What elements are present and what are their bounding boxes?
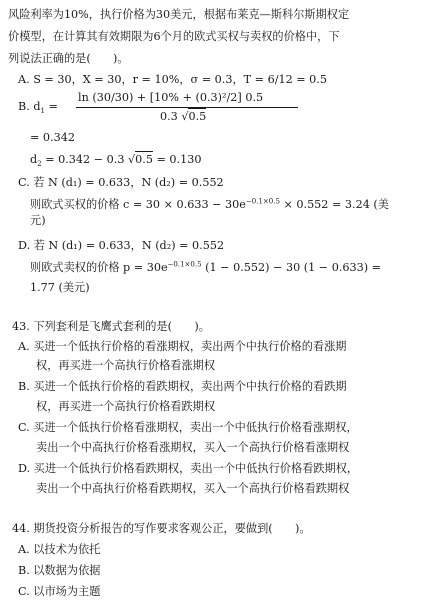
q42-option-d-line-1: D. 若 N (d₁) = 0.633，N (d₂) = 0.552 (18, 239, 225, 252)
q42-option-b-result: = 0.342 (30, 131, 75, 144)
q43-option-d-line-2: 卖出一个中高执行价格看跌期权，买入一个高执行价格看跌期权 (36, 482, 350, 495)
q42-option-a: A. S = 30，X = 30，r = 10%，σ = 0.3，T = 6/12 = 0.5 (18, 73, 327, 86)
q42-option-c-line-3: 元) (30, 214, 46, 227)
q42-option-b-denominator: 0.3 √0.5 (160, 110, 207, 123)
q44-stem: 44. 期货投资分析报告的写作要求客观公正，要做到( )。 (12, 522, 311, 535)
q42-option-d-line-2: 则欧式卖权的价格 $p = 30e^{-0.1\times 0.5}$ (1 − 0.552) − 30 (1 − 0.633) = (30, 260, 382, 274)
q42-option-b-d2: $d_2 = 0.342 - 0.3$ √0.5 = 0.130 (30, 153, 202, 169)
q43-option-c-line-2: 卖出一个中高执行价格看涨期权，买入一个高执行价格看涨期权 (36, 441, 350, 454)
q42-stem-line-1: 风险利率为10%，执行价格为30美元，根据布莱克—斯科尔斯期权定 (8, 8, 350, 21)
q42-option-c-line-2: 则欧式买权的价格 $c = 30 \times 0.633 - 30e^{-0.1\times 0.5} \times 0.552 = 3.24$ (美 (30, 197, 389, 211)
q43-option-d-line-1: D. 买进一个低执行价格看跌期权，卖出一个中低执行价格看跌期权， (18, 462, 359, 475)
fraction-bar (76, 107, 298, 108)
q42-option-c-line-1: C. 若 N (d₁) = 0.633，N (d₂) = 0.552 (18, 176, 224, 189)
q42-option-d-line-3: 1.77 (美元) (30, 281, 90, 294)
q42-stem-line-3: 列说法正确的是( )。 (8, 52, 129, 65)
q43-option-c-line-1: C. 买进一个低执行价格看涨期权，卖出一个中低执行价格看涨期权， (18, 421, 358, 434)
q44-option-c: C. 以市场为主题 (18, 585, 101, 598)
q44-option-a: A. 以技术为依托 (18, 543, 101, 556)
q44-option-b: B. 以数据为依据 (18, 564, 101, 577)
q43-option-a-line-1: A. 买进一个低执行价格的看涨期权，卖出两个中执行价格的看涨期 (18, 340, 347, 353)
q43-option-b-line-1: B. 买进一个低执行价格的看跌期权，卖出两个中执行价格的看跌期 (18, 380, 347, 393)
q43-option-b-line-2: 权，再买进一个高执行价格看跌期权 (36, 400, 216, 413)
q43-stem: 43. 下列套利是飞鹰式套利的是( )。 (12, 320, 210, 333)
q42-stem-line-2: 价模型，在计算其有效期限为6个月的欧式买权与卖权的价格中，下 (8, 30, 340, 43)
q42-option-b-numerator: ln (30/30) + [10% + (0.3)²/2] 0.5 (78, 91, 264, 104)
q42-option-b-label: B. $d_1$ = (18, 100, 58, 116)
q43-option-a-line-2: 权，再买进一个高执行价格看涨期权 (36, 359, 216, 372)
